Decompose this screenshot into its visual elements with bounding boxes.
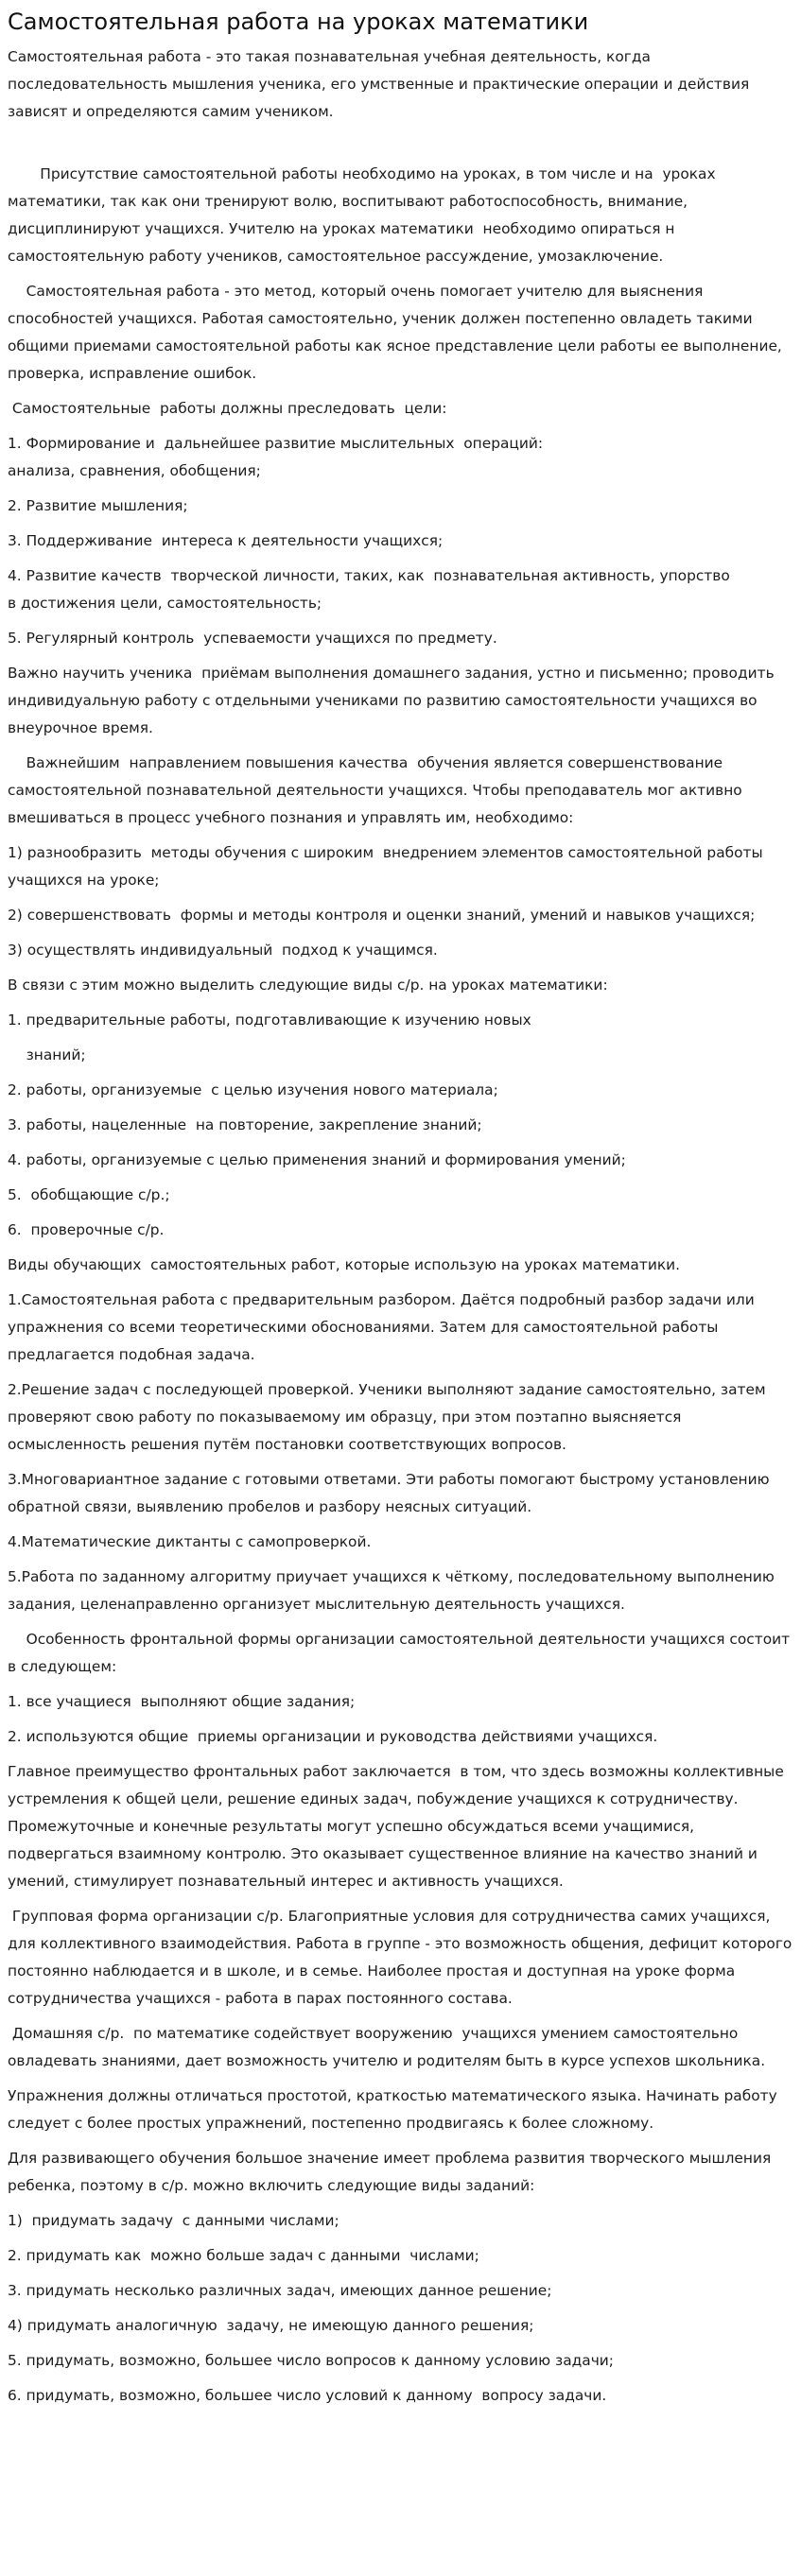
- paragraph: 6. придумать, возможно, большее число условий к данному вопросу задачи.: [8, 2387, 607, 2404]
- paragraph: знаний;: [8, 1046, 86, 1063]
- paragraph: Особенность фронтальной формы организации самостоятельной деятельности учащихся состоит в следующем:: [8, 1631, 794, 1675]
- paragraph: Важно научить ученика приёмам выполнения домашнего задания, устно и письменно; проводить индивидуальную работу с отдельными учениками по развитию самостоятельности учащихся во внеурочное время.: [8, 665, 779, 736]
- paragraph: 1. Формирование и дальнейшее развитие мыслительных операций: анализа, сравнения, обобщения;: [8, 435, 544, 479]
- page-title: Самостоятельная работа на уроках математики: [8, 9, 589, 35]
- paragraph: Главное преимущество фронтальных работ заключается в том, что здесь возможны коллективные устремления к общей цели, решение единых задач, побуждение учащихся к сотрудничеству. Промежуточные и конечные результаты могут успешно обсуждаться всеми учащимися, подвергаться взаимному контролю. Это оказывает существенное влияние на качество знаний и умений, стимулирует познавательный интерес и активность учащихся.: [8, 1763, 789, 1890]
- paragraph: 3. Поддерживание интереса к деятельности учащихся;: [8, 532, 444, 549]
- paragraph: Самостоятельные работы должны преследовать цели:: [8, 400, 447, 417]
- paragraph: 3) осуществлять индивидуальный подход к учащимся.: [8, 942, 438, 959]
- paragraph: 2. придумать как можно больше задач с данными числами;: [8, 2247, 479, 2264]
- paragraph: 1.Самостоятельная работа с предварительным разбором. Даётся подробный разбор задачи или упражнения со всеми теоретическими обоснованиями. Затем для самостоятельной работы предлагается подобная задача.: [8, 1291, 759, 1363]
- paragraph: 4. работы, организуемые с целью применения знаний и формирования умений;: [8, 1151, 626, 1168]
- paragraph: 5. придумать, возможно, большее число вопросов к данному условию задачи;: [8, 2352, 614, 2369]
- paragraph: 3.Многовариантное задание с готовыми ответами. Эти работы помогают быстрому установлению обратной связи, выявлению пробелов и разбору неясных ситуаций.: [8, 1471, 775, 1515]
- paragraph: 5.Работа по заданному алгоритму приучает учащихся к чёткому, последовательному выполнению задания, целенаправленно организует мыслительную деятельность учащихся.: [8, 1568, 779, 1613]
- paragraph: Групповая форма организации с/р. Благоприятные условия для сотрудничества самих учащихся, для коллективного взаимодействия. Работа в группе - это возможность общения, дефицит которого постоянно наблюдается и в школе, и в семье. Наиболее простая и доступная на уроке форма сотрудничества учащихся - работа в парах постоянного состава.: [8, 1908, 797, 2007]
- paragraph: 4.Математические диктанты с самопроверкой.: [8, 1533, 372, 1550]
- paragraph: 1) придумать задачу с данными числами;: [8, 2212, 340, 2229]
- paragraph: Для развивающего обучения большое значение имеет проблема развития творческого мышления ребенка, поэтому в с/р. можно включить следующие виды заданий:: [8, 2150, 776, 2194]
- paragraph: 3. работы, нацеленные на повторение, закрепление знаний;: [8, 1116, 482, 1133]
- paragraph: 2) совершенствовать формы и методы контроля и оценки знаний, умений и навыков учащихся;: [8, 907, 756, 924]
- paragraph: Самостоятельная работа - это такая познавательная учебная деятельность, когда последовательность мышления ученика, его умственные и практические операции и действия зависят и определяются самим учеником.: [8, 48, 755, 120]
- paragraph: Домашняя с/р. по математике содействует вооружению учащихся умением самостоятельно овладевать знаниями, дает возможность учителю и родителям быть в курсе успехов школьника.: [8, 2025, 766, 2069]
- paragraph: Виды обучающих самостоятельных работ, которые использую на уроках математики.: [8, 1256, 681, 1273]
- paragraph: 5. обобщающие с/р.;: [8, 1186, 170, 1203]
- paragraph: 4) придумать аналогичную задачу, не имеющую данного решения;: [8, 2317, 534, 2334]
- paragraph: 3. придумать несколько различных задач, имеющих данное решение;: [8, 2282, 552, 2299]
- paragraph: 5. Регулярный контроль успеваемости учащихся по предмету.: [8, 630, 497, 647]
- paragraph: 1. предварительные работы, подготавливающие к изучению новых: [8, 1011, 531, 1029]
- paragraph: 1. все учащиеся выполняют общие задания;: [8, 1693, 356, 1710]
- paragraph: 4. Развитие качеств творческой личности, таких, как познавательная активность, упорство в достижения цели, самостоятельность;: [8, 567, 730, 612]
- paragraph: В связи с этим можно выделить следующие виды с/р. на уроках математики:: [8, 977, 608, 994]
- paragraph: 6. проверочные с/р.: [8, 1221, 165, 1238]
- paragraph-spacer: [8, 133, 793, 161]
- paragraph: 2.Решение задач с последующей проверкой. Ученики выполняют задание самостоятельно, затем проверяют свою работу по показываемому им образцу, при этом поэтапно выясняется осмысленность решения путём постановки соответствующих вопросов.: [8, 1381, 771, 1453]
- paragraph: 2. Развитие мышления;: [8, 497, 188, 514]
- paragraph: 2. используются общие приемы организации и руководства действиями учащихся.: [8, 1728, 658, 1745]
- paragraph: Важнейшим направлением повышения качества обучения является совершенствование самостоятельной познавательной деятельности учащихся. Чтобы преподаватель мог активно вмешиваться в процесс учебного познания и управлять им, необходимо:: [8, 754, 747, 826]
- paragraph: 1) разнообразить методы обучения с широким внедрением элементов самостоятельной работы учащихся на уроке;: [8, 844, 768, 889]
- document-body: [8, 43, 797, 2410]
- paragraph: Самостоятельная работа - это метод, который очень помогает учителю для выяснения способностей учащихся. Работая самостоятельно, ученик должен постепенно овладеть такими общими приемами самостоятельной работы как ясное представление цели работы ее выполнение, проверка, исправление ошибок.: [8, 283, 787, 382]
- paragraph: Упражнения должны отличаться простотой, краткостью математического языка. Начинать работу следует с более простых упражнений, постепенно продвигаясь к более сложному.: [8, 2087, 782, 2132]
- paragraph: 2. работы, организуемые с целью изучения нового материала;: [8, 1081, 498, 1098]
- paragraph: Присутствие самостоятельной работы необходимо на уроках, в том числе и на уроках математики, так как они тренируют волю, воспитывают работоспособность, внимание, дисциплинируют учащихся. Учителю на уроках математики необходимо опираться н самостоятельную работу учеников, самостоятельное рассуждение, умозаключение.: [8, 165, 721, 265]
